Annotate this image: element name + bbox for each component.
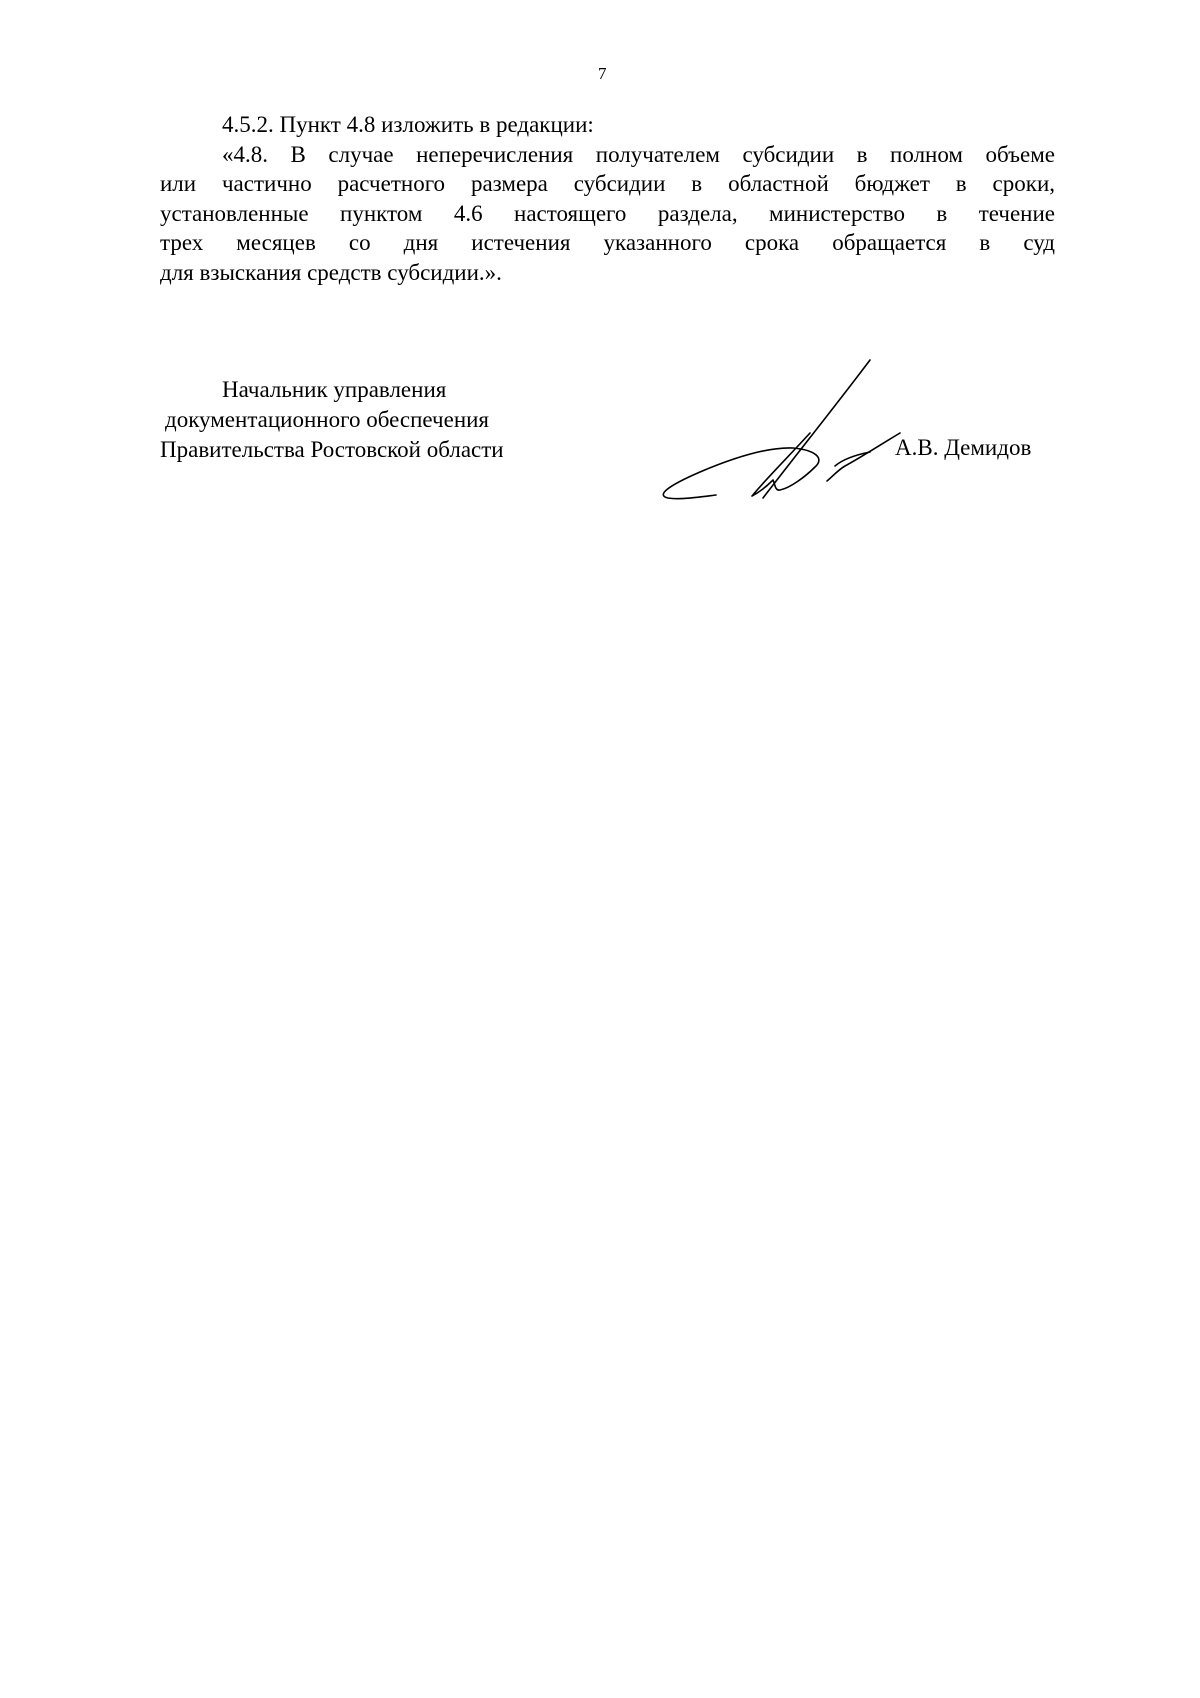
signatory-title-line: Правительства Ростовской области (160, 437, 504, 462)
paragraph-line: 4.5.2. Пункт 4.8 изложить в редакции: (222, 112, 594, 137)
signatory-title-line: Начальник управления (222, 377, 447, 402)
handwritten-signature (0, 0, 1200, 600)
signatory-title-line: документационного обеспечения (165, 407, 490, 432)
paragraph-line: «4.8. В случае неперечисления получателем субсидии в полном объеме (222, 141, 1055, 167)
paragraph-line: трех месяцев со дня истечения указанного срока обращается в суд (160, 230, 1055, 255)
page-number: 7 (598, 64, 607, 83)
signatory-name: А.В. Демидов (895, 435, 1032, 460)
paragraph-line: для взыскания средств субсидии.». (160, 259, 502, 285)
paragraph-line: установленные пунктом 4.6 настоящего раздела, министерство в течение (160, 200, 1055, 226)
paragraph-line: или частично расчетного размера субсидии в областной бюджет в сроки, (160, 171, 1055, 196)
